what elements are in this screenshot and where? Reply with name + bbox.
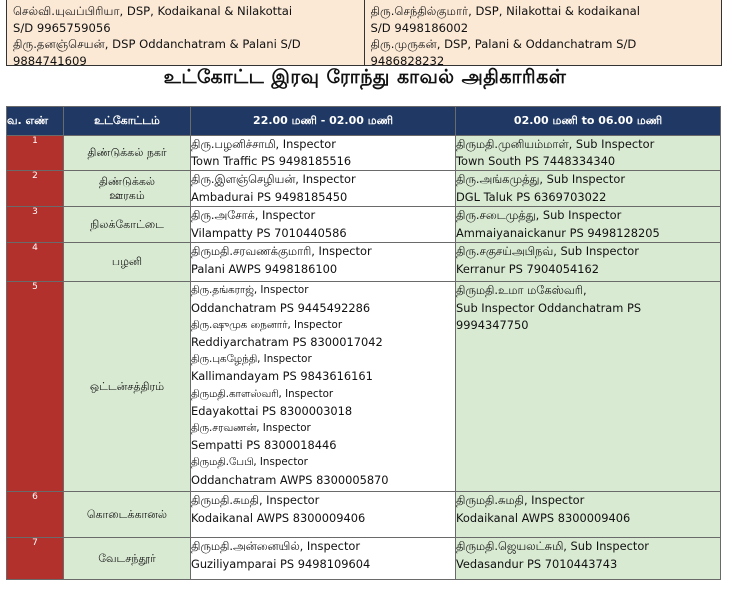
- dsp-info-right: [364, 0, 722, 68]
- night-shift-officers: [191, 171, 456, 207]
- header-night-shift: 22.00 மணி - 02.00 மணி: [191, 107, 456, 136]
- table-row: [7, 136, 721, 171]
- officer-line: Sub Inspector Oddanchatram PS: [456, 300, 642, 315]
- row-serial-number: 1: [7, 136, 64, 171]
- dsp-line: 9486828232: [370, 53, 445, 68]
- early-shift-officers: [456, 243, 721, 282]
- officer-line: திரு.சகுசய்அபிநவ், Sub Inspector: [456, 244, 639, 259]
- subdivision-name: திண்டுக்கல்: [98, 174, 156, 188]
- subdivision-name: நிலக்கோட்டை: [90, 217, 164, 231]
- subdivision-name: பழனி: [111, 255, 143, 269]
- early-shift-officers: [456, 538, 721, 580]
- officer-line: Sempatti PS 8300018446: [191, 438, 337, 453]
- row-subdivision: [64, 492, 191, 538]
- officer-line: திருமதி.சரவணக்குமாரி, Inspector: [191, 244, 372, 259]
- row-subdivision: [64, 282, 191, 492]
- officer-line: Ambadurai PS 9498185450: [191, 189, 348, 204]
- officer-line: Kodaikanal AWPS 8300009406: [191, 510, 366, 525]
- subdivision-name: வேடசந்தூர்: [98, 551, 156, 565]
- row-serial-number: 4: [7, 243, 64, 282]
- dsp-info-left: [7, 0, 364, 68]
- dsp-info-box: [6, 0, 722, 66]
- row-serial-number: 6: [7, 492, 64, 538]
- early-shift-officers: [456, 171, 721, 207]
- officer-line: Reddiyarchatram PS 8300017042: [191, 335, 383, 350]
- dsp-line: S/D 9965759056: [13, 20, 111, 35]
- dsp-line: திரு.செந்தில்குமார், DSP, Nilakottai & kodaikanal: [370, 4, 640, 18]
- dsp-line: திரு.முருகன், DSP, Palani & Oddanchatram S/D: [370, 37, 637, 51]
- officer-line: DGL Taluk PS 6369703022: [456, 189, 607, 204]
- row-serial-number: 2: [7, 171, 64, 207]
- row-subdivision: [64, 207, 191, 243]
- row-serial-number: 7: [7, 538, 64, 580]
- subdivision-name: திண்டுக்கல் நகர்: [87, 146, 167, 160]
- early-shift-officers: [456, 136, 721, 171]
- officer-line: திருமதி.பேபி, Inspector: [191, 456, 308, 469]
- officer-line: Kallimandayam PS 9843616161: [191, 369, 373, 384]
- table-row: [7, 492, 721, 538]
- dsp-line: செல்வி.யுவப்பிரியா, DSP, Kodaikanal & Nilakottai: [13, 4, 293, 18]
- night-shift-officers: [191, 207, 456, 243]
- page-title: உட்கோட்ட இரவு ரோந்து காவல் அதிகாரிகள்: [163, 66, 567, 88]
- officer-line: Kodaikanal AWPS 8300009406: [456, 510, 631, 525]
- header-early-shift: 02.00 மணி to 06.00 மணி: [456, 107, 721, 136]
- patrol-duty-table: [6, 106, 721, 580]
- night-shift-officers: [191, 136, 456, 171]
- table-body: [7, 136, 721, 580]
- officer-line: Town South PS 7448334340: [456, 154, 616, 169]
- table-row: [7, 207, 721, 243]
- officer-line: திரு.பழனிச்சாமி, Inspector: [191, 137, 336, 151]
- officer-line: Palani AWPS 9498186100: [191, 261, 338, 276]
- officer-line: 9994347750: [456, 317, 529, 332]
- officer-line: Vedasandur PS 7010443743: [456, 556, 618, 571]
- row-serial-number: 5: [7, 282, 64, 492]
- officer-line: Town Traffic PS 9498185516: [191, 154, 352, 169]
- table-header-row: [7, 107, 721, 136]
- dsp-line: திரு.தனஞ்செயன், DSP Oddanchatram & Palani S/D: [13, 37, 301, 51]
- officer-line: திரு.சடைமுத்து, Sub Inspector: [456, 208, 622, 223]
- officer-line: திரு.ஷுமுக நைனார், Inspector: [191, 318, 343, 331]
- officer-line: திருமதி.சுமதி, Inspector: [191, 493, 320, 508]
- officer-line: திருமதி.அன்னையில், Inspector: [191, 539, 361, 554]
- subdivision-name: ஒட்டன்சத்திரம்: [89, 379, 165, 393]
- dsp-line: 9884741609: [13, 53, 87, 68]
- officer-line: Guziliyamparai PS 9498109604: [191, 556, 371, 571]
- officer-line: Oddanchatram PS 9445492286: [191, 300, 371, 315]
- officer-line: Kerranur PS 7904054162: [456, 261, 599, 276]
- night-shift-officers: [191, 538, 456, 580]
- officer-line: திருமதி.காளஸ்வரி, Inspector: [191, 387, 334, 400]
- night-shift-officers: [191, 492, 456, 538]
- subdivision-name: கொடைக்கானல்: [86, 507, 168, 521]
- officer-line: திருமதி.முனியம்மாள், Sub Inspector: [456, 137, 655, 151]
- early-shift-officers: [456, 282, 721, 492]
- row-subdivision: [64, 136, 191, 171]
- early-shift-officers: [456, 207, 721, 243]
- row-serial-number: 3: [7, 207, 64, 243]
- dsp-line: S/D 9498186002: [370, 20, 469, 35]
- officer-line: Vilampatty PS 7010440586: [191, 225, 347, 240]
- row-subdivision: [64, 538, 191, 580]
- officer-line: திரு.தங்கராஜ், Inspector: [191, 284, 309, 297]
- row-subdivision: [64, 243, 191, 282]
- officer-line: Oddanchatram AWPS 8300005870: [191, 472, 389, 487]
- officer-line: Ammaiyanaickanur PS 9498128205: [456, 225, 660, 240]
- table-row: [7, 243, 721, 282]
- officer-line: திரு.அசோக், Inspector: [191, 208, 316, 223]
- table-row: [7, 538, 721, 580]
- officer-line: திரு.புகழேந்தி, Inspector: [191, 353, 312, 366]
- officer-line: திரு.சரவணன், Inspector: [191, 422, 311, 435]
- early-shift-officers: [456, 492, 721, 538]
- table-row: [7, 171, 721, 207]
- subdivision-name: ஊரகம்: [109, 188, 145, 202]
- header-subdivision: உட்கோட்டம்: [64, 107, 191, 136]
- officer-line: திரு.அங்கமுத்து, Sub Inspector: [456, 172, 626, 187]
- night-shift-officers: [191, 282, 456, 492]
- officer-line: திருமதி.சுமதி, Inspector: [456, 493, 585, 508]
- officer-line: திரு.இளஞ்செழியன், Inspector: [191, 172, 356, 187]
- officer-line: Edayakottai PS 8300003018: [191, 403, 353, 418]
- officer-line: திருமதி.உமா மகேஸ்வரி,: [456, 283, 587, 298]
- header-sno: வ. எண்: [7, 107, 64, 136]
- night-shift-officers: [191, 243, 456, 282]
- table-row: [7, 282, 721, 492]
- row-subdivision: [64, 171, 191, 207]
- officer-line: திருமதி.ஜெயலட்சுமி, Sub Inspector: [456, 539, 649, 554]
